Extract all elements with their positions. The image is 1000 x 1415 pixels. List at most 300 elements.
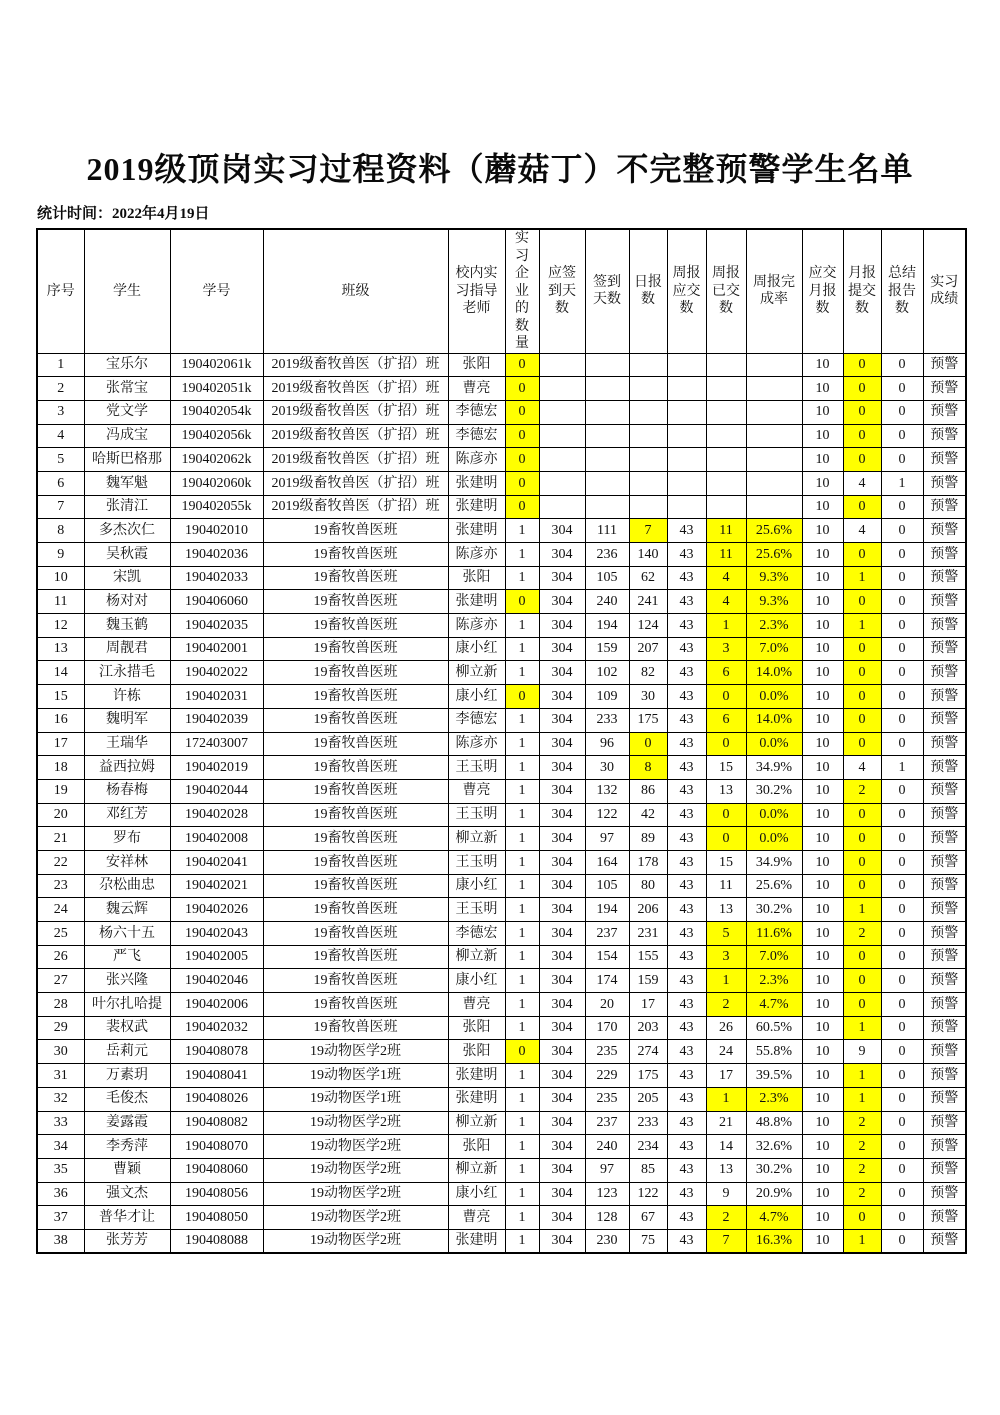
table-row [37,471,966,495]
cell: 4 [37,424,84,448]
cell: 19畜牧兽医班 [263,803,448,827]
cell: 1 [505,1111,539,1135]
cell: 30 [37,1040,84,1064]
table-row [37,590,966,614]
cell: 19畜牧兽医班 [263,756,448,780]
cell: 7.0% [746,637,802,661]
cell: 172403007 [170,732,263,756]
cell: 19 [37,779,84,803]
cell: 0 [881,353,923,377]
cell [746,400,802,424]
cell: 预警 [923,803,966,827]
cell: 236 [585,543,629,567]
cell: 张建明 [448,1087,505,1111]
cell: 190402026 [170,898,263,922]
cell: 19动物医学2班 [263,1206,448,1230]
cell: 1 [505,614,539,638]
cell: 陈彦亦 [448,614,505,638]
cell: 2.3% [746,1087,802,1111]
cell: 10 [802,519,843,543]
cell: 19动物医学2班 [263,1182,448,1206]
cell: 0 [881,1064,923,1088]
cell: 4 [706,590,746,614]
cell: 5 [706,922,746,946]
cell: 1 [843,1016,881,1040]
cell: 1 [505,661,539,685]
cell: 10 [802,637,843,661]
cell: 20 [585,993,629,1017]
cell: 39.5% [746,1064,802,1088]
cell: 2 [706,1206,746,1230]
cell: 17 [37,732,84,756]
cell: 233 [585,708,629,732]
table-row [37,1206,966,1230]
table-row [37,993,966,1017]
cell: 0 [881,803,923,827]
cell: 陈彦亦 [448,732,505,756]
col-header-15: 总结报告数 [881,229,923,353]
cell: 105 [585,566,629,590]
table-row [37,969,966,993]
cell: 304 [539,779,585,803]
cell: 柳立新 [448,661,505,685]
cell [585,448,629,472]
cell [746,377,802,401]
cell: 122 [629,1182,667,1206]
cell: 190402001 [170,637,263,661]
col-header-8: 签到天数 [585,229,629,353]
cell: 李德宏 [448,400,505,424]
cell: 43 [667,969,706,993]
cell: 2.3% [746,614,802,638]
cell: 155 [629,945,667,969]
cell: 190402055k [170,495,263,519]
cell: 9.3% [746,590,802,614]
cell: 1 [505,1135,539,1159]
cell: 0 [881,1206,923,1230]
cell: 26 [706,1016,746,1040]
cell: 1 [505,803,539,827]
cell: 罗布 [84,827,170,851]
cell: 2019级畜牧兽医（扩招）班 [263,400,448,424]
cell: 190402006 [170,993,263,1017]
cell: 1 [505,922,539,946]
cell: 190402039 [170,708,263,732]
cell: 34.9% [746,850,802,874]
cell: 0 [505,590,539,614]
cell: 康小红 [448,637,505,661]
cell: 43 [667,874,706,898]
table-header [37,229,966,353]
table-row [37,756,966,780]
cell: 10 [802,1111,843,1135]
cell: 姜露霞 [84,1111,170,1135]
cell: 张兴隆 [84,969,170,993]
cell: 1 [706,1087,746,1111]
cell: 13 [706,779,746,803]
cell: 10 [802,1135,843,1159]
cell: 240 [585,1135,629,1159]
cell: 0.0% [746,685,802,709]
cell: 王玉明 [448,898,505,922]
cell: 0.0% [746,827,802,851]
table-row [37,543,966,567]
cell: 55.8% [746,1040,802,1064]
cell [539,377,585,401]
cell: 0 [881,898,923,922]
cell: 预警 [923,779,966,803]
cell: 1 [505,566,539,590]
cell: 17 [629,993,667,1017]
cell [539,448,585,472]
cell: 10 [802,708,843,732]
cell: 0 [505,495,539,519]
cell: 19畜牧兽医班 [263,637,448,661]
cell: 预警 [923,1182,966,1206]
cell [667,424,706,448]
cell: 1 [505,732,539,756]
cell: 111 [585,519,629,543]
cell: 190402036 [170,543,263,567]
cell: 0 [881,945,923,969]
cell: 229 [585,1064,629,1088]
cell: 0 [881,1158,923,1182]
cell: 304 [539,898,585,922]
cell: 190402051k [170,377,263,401]
cell: 27 [37,969,84,993]
cell [539,495,585,519]
cell: 43 [667,519,706,543]
cell: 0 [881,993,923,1017]
cell: 304 [539,1064,585,1088]
cell: 10 [802,1040,843,1064]
table-row [37,945,966,969]
cell: 34.9% [746,756,802,780]
table-row [37,827,966,851]
cell: 1 [843,614,881,638]
cell: 0 [881,495,923,519]
cell: 0 [843,827,881,851]
cell: 19动物医学1班 [263,1064,448,1088]
cell: 190408050 [170,1206,263,1230]
cell: 19畜牧兽医班 [263,850,448,874]
cell: 1 [843,898,881,922]
cell [629,448,667,472]
table-body [37,353,966,1253]
cell: 32.6% [746,1135,802,1159]
table-row [37,519,966,543]
cell: 10 [802,1064,843,1088]
table-row [37,614,966,638]
cell: 6 [706,708,746,732]
cell: 190402046 [170,969,263,993]
cell: 19畜牧兽医班 [263,945,448,969]
cell: 24 [706,1040,746,1064]
cell: 预警 [923,400,966,424]
cell: 207 [629,637,667,661]
cell: 吴秋霞 [84,543,170,567]
cell [629,400,667,424]
cell: 2.3% [746,969,802,993]
col-header-1: 序号 [37,229,84,353]
cell [585,377,629,401]
cell: 159 [585,637,629,661]
col-header-11: 周报已交数 [706,229,746,353]
cell: 11 [706,519,746,543]
cell: 4.7% [746,1206,802,1230]
cell: 0 [505,448,539,472]
cell: 1 [505,969,539,993]
cell: 预警 [923,874,966,898]
cell: 0 [881,779,923,803]
cell: 曹亮 [448,1206,505,1230]
cell: 43 [667,1182,706,1206]
cell: 杨对对 [84,590,170,614]
cell: 4 [706,566,746,590]
cell: 预警 [923,566,966,590]
cell: 19畜牧兽医班 [263,969,448,993]
cell: 205 [629,1087,667,1111]
cell: 25.6% [746,519,802,543]
cell: 190402035 [170,614,263,638]
table-row [37,1064,966,1088]
cell: 1 [505,1182,539,1206]
cell [667,448,706,472]
cell: 105 [585,874,629,898]
cell: 10 [802,1087,843,1111]
cell: 30.2% [746,1158,802,1182]
cell: 10 [802,993,843,1017]
table-row [37,495,966,519]
cell: 25.6% [746,543,802,567]
cell: 叶尔扎哈提 [84,993,170,1017]
cell: 2019级畜牧兽医（扩招）班 [263,353,448,377]
table-row [37,1111,966,1135]
col-header-7: 应签到天数 [539,229,585,353]
cell: 10 [802,1158,843,1182]
cell: 96 [585,732,629,756]
cell: 0 [843,424,881,448]
cell: 预警 [923,353,966,377]
cell: 魏军魁 [84,471,170,495]
cell: 10 [802,898,843,922]
cell: 4 [843,471,881,495]
cell: 曹亮 [448,377,505,401]
cell: 190402054k [170,400,263,424]
cell: 190402043 [170,922,263,946]
cell: 0 [843,993,881,1017]
cell: 1 [505,543,539,567]
cell: 1 [505,1206,539,1230]
cell: 2 [843,1135,881,1159]
cell: 42 [629,803,667,827]
cell: 魏明军 [84,708,170,732]
cell: 尕松曲忠 [84,874,170,898]
table-row [37,779,966,803]
cell: 82 [629,661,667,685]
table-row [37,732,966,756]
cell: 30 [629,685,667,709]
cell: 4.7% [746,993,802,1017]
cell: 预警 [923,1087,966,1111]
cell: 1 [843,1229,881,1253]
cell: 12 [37,614,84,638]
cell: 1 [843,566,881,590]
cell: 李德宏 [448,708,505,732]
cell: 10 [802,874,843,898]
cell: 19畜牧兽医班 [263,566,448,590]
col-header-5: 校内实习指导老师 [448,229,505,353]
cell: 0 [881,543,923,567]
cell: 柳立新 [448,827,505,851]
cell: 2019级畜牧兽医（扩招）班 [263,448,448,472]
cell: 11 [706,543,746,567]
table-row [37,708,966,732]
cell: 194 [585,614,629,638]
warning-students-table [36,228,967,1254]
cell: 王瑞华 [84,732,170,756]
cell: 7.0% [746,945,802,969]
cell: 0 [881,661,923,685]
cell: 9 [843,1040,881,1064]
cell: 190402033 [170,566,263,590]
cell [539,400,585,424]
cell: 预警 [923,1111,966,1135]
col-header-13: 应交月报数 [802,229,843,353]
cell [539,424,585,448]
cell: 14.0% [746,708,802,732]
table-row [37,566,966,590]
cell: 严飞 [84,945,170,969]
cell: 王玉明 [448,756,505,780]
cell: 0 [843,850,881,874]
cell: 30.2% [746,898,802,922]
cell: 周靓君 [84,637,170,661]
cell: 预警 [923,1040,966,1064]
table-row [37,637,966,661]
cell: 16.3% [746,1229,802,1253]
cell: 190402019 [170,756,263,780]
cell: 0 [881,827,923,851]
table-row [37,874,966,898]
cell: 0 [843,945,881,969]
cell: 43 [667,1158,706,1182]
cell: 预警 [923,1206,966,1230]
cell: 3 [706,637,746,661]
cell: 1 [505,756,539,780]
cell: 预警 [923,1016,966,1040]
cell: 康小红 [448,874,505,898]
table-row [37,803,966,827]
cell: 190408082 [170,1111,263,1135]
cell: 9.3% [746,566,802,590]
cell: 0 [881,1229,923,1253]
cell: 190408056 [170,1182,263,1206]
cell: 19动物医学2班 [263,1158,448,1182]
cell: 0 [881,850,923,874]
col-header-6: 实习企业的数量 [505,229,539,353]
table-row [37,661,966,685]
cell: 190402044 [170,779,263,803]
cell: 60.5% [746,1016,802,1040]
cell: 43 [667,1229,706,1253]
cell: 10 [802,732,843,756]
cell: 10 [802,969,843,993]
cell: 190402041 [170,850,263,874]
cell: 35 [37,1158,84,1182]
cell: 23 [37,874,84,898]
cell [706,400,746,424]
cell: 43 [667,1040,706,1064]
cell: 宝乐尔 [84,353,170,377]
cell: 304 [539,708,585,732]
cell: 109 [585,685,629,709]
col-header-9: 日报数 [629,229,667,353]
cell: 37 [37,1206,84,1230]
cell: 43 [667,803,706,827]
cell: 0 [843,732,881,756]
cell: 190402031 [170,685,263,709]
cell: 2 [843,1111,881,1135]
cell: 14 [706,1135,746,1159]
cell: 预警 [923,377,966,401]
cell: 1 [505,779,539,803]
cell: 30 [585,756,629,780]
cell: 17 [706,1064,746,1088]
cell [629,353,667,377]
cell: 曹颖 [84,1158,170,1182]
cell: 43 [667,756,706,780]
cell: 预警 [923,1135,966,1159]
cell: 159 [629,969,667,993]
cell: 34 [37,1135,84,1159]
cell: 王玉明 [448,803,505,827]
cell: 13 [706,898,746,922]
cell: 1 [505,850,539,874]
cell: 2019级畜牧兽医（扩招）班 [263,377,448,401]
cell: 190402062k [170,448,263,472]
cell: 0 [706,803,746,827]
cell: 张阳 [448,1135,505,1159]
cell [539,353,585,377]
cell: 预警 [923,614,966,638]
cell: 预警 [923,898,966,922]
cell: 203 [629,1016,667,1040]
cell: 304 [539,756,585,780]
cell: 10 [802,661,843,685]
cell: 43 [667,637,706,661]
cell: 2019级畜牧兽医（扩招）班 [263,471,448,495]
cell: 10 [802,1229,843,1253]
cell: 0 [843,1206,881,1230]
cell: 190406060 [170,590,263,614]
table-row [37,685,966,709]
cell: 2 [843,1158,881,1182]
cell: 0 [881,377,923,401]
cell: 康小红 [448,969,505,993]
cell: 10 [802,400,843,424]
cell: 304 [539,661,585,685]
cell: 0 [881,590,923,614]
cell: 123 [585,1182,629,1206]
cell: 19畜牧兽医班 [263,993,448,1017]
cell: 许栋 [84,685,170,709]
cell: 3 [706,945,746,969]
cell: 柳立新 [448,1158,505,1182]
cell: 11.6% [746,922,802,946]
cell: 8 [629,756,667,780]
cell: 杨春梅 [84,779,170,803]
